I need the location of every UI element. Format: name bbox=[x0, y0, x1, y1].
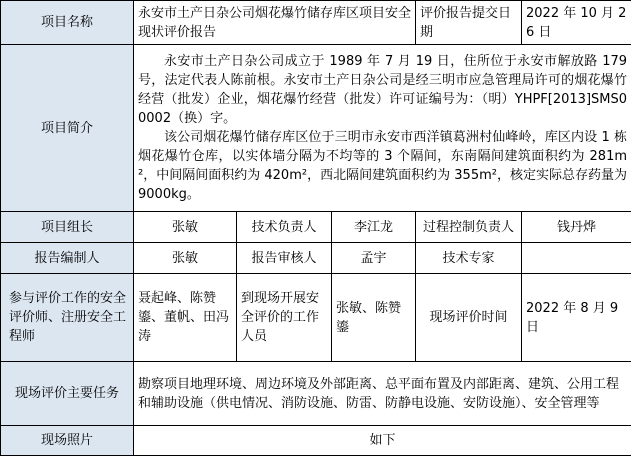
row-team bbox=[1, 212, 631, 243]
row-project-name bbox=[1, 1, 631, 45]
participants-value: 聂起峰、陈赞鎏、董帆、田冯涛 bbox=[134, 274, 237, 362]
photos-value: 如下 bbox=[134, 426, 631, 456]
intro-label: 项目简介 bbox=[1, 45, 134, 212]
leader-label: 项目组长 bbox=[1, 212, 134, 243]
intro-paragraph-1: 永安市土产日杂公司成立于 1989 年 7 月 19 日，住所位于永安市解放路 179 号，法定代表人陈前根。永安市土产日杂公司是经三明市应急管理局许可的烟花爆竹经营（批发）企业，烟花爆竹经营（批发）许可证编号为：（明）YHPF[2013]SMS00002（换）字。 bbox=[138, 54, 628, 126]
row-intro bbox=[1, 45, 631, 212]
photos-label: 现场照片 bbox=[1, 426, 134, 456]
tech-lead-label: 技术负责人 bbox=[237, 212, 332, 243]
project-name-label: 项目名称 bbox=[1, 1, 134, 45]
author-value: 张敏 bbox=[134, 243, 237, 274]
reviewer-label: 报告审核人 bbox=[237, 243, 332, 274]
reviewer-value: 孟宇 bbox=[332, 243, 416, 274]
onsite-time-value: 2022 年 8 月 9 日 bbox=[522, 274, 631, 362]
row-photos bbox=[1, 426, 631, 456]
row-participants bbox=[1, 274, 631, 362]
project-name: 永安市土产日杂公司烟花爆竹储存库区项目安全现状评价报告 bbox=[134, 1, 416, 45]
tasks-label: 现场评价主要任务 bbox=[1, 362, 134, 426]
row-report bbox=[1, 243, 631, 274]
process-lead-label: 过程控制负责人 bbox=[416, 212, 522, 243]
tech-lead-value: 李江龙 bbox=[332, 212, 416, 243]
expert-value bbox=[522, 243, 631, 274]
participants-label: 参与评价工作的安全评价师、注册安全工程师 bbox=[1, 274, 134, 362]
onsite-staff-label: 到现场开展安全评价的工作人员 bbox=[237, 274, 332, 362]
row-tasks bbox=[1, 362, 631, 426]
onsite-time-label: 现场评价时间 bbox=[416, 274, 522, 362]
submit-date: 2022 年 10 月 26 日 bbox=[522, 1, 631, 45]
process-lead-value: 钱丹烨 bbox=[522, 212, 631, 243]
submit-date-label: 评价报告提交日期 bbox=[416, 1, 522, 45]
intro-text bbox=[134, 45, 631, 212]
author-label: 报告编制人 bbox=[1, 243, 134, 274]
leader-value: 张敏 bbox=[134, 212, 237, 243]
expert-label: 技术专家 bbox=[416, 243, 522, 274]
intro-paragraph-2: 该公司烟花爆竹储存库区位于三明市永安市西洋镇葛洲村仙峰岭，库区内设 1 栋烟花爆竹仓库，以实体墙分隔为不均等的 3 个隔间，东南隔间建筑面积约为 281m²，中间隔间面积约为 420m²，西北隔间建筑面积约为 355m²，核定实际总存药量为 9000kg。 bbox=[138, 130, 628, 202]
onsite-staff-value: 张敏、陈赞鎏 bbox=[332, 274, 416, 362]
tasks-value: 勘察项目地理环境、周边环境及外部距离、总平面布置及内部距离、建筑、公用工程和辅助设施（供电情况、消防设施、防雷、防静电设施、安防设施）、安全管理等 bbox=[134, 362, 631, 426]
